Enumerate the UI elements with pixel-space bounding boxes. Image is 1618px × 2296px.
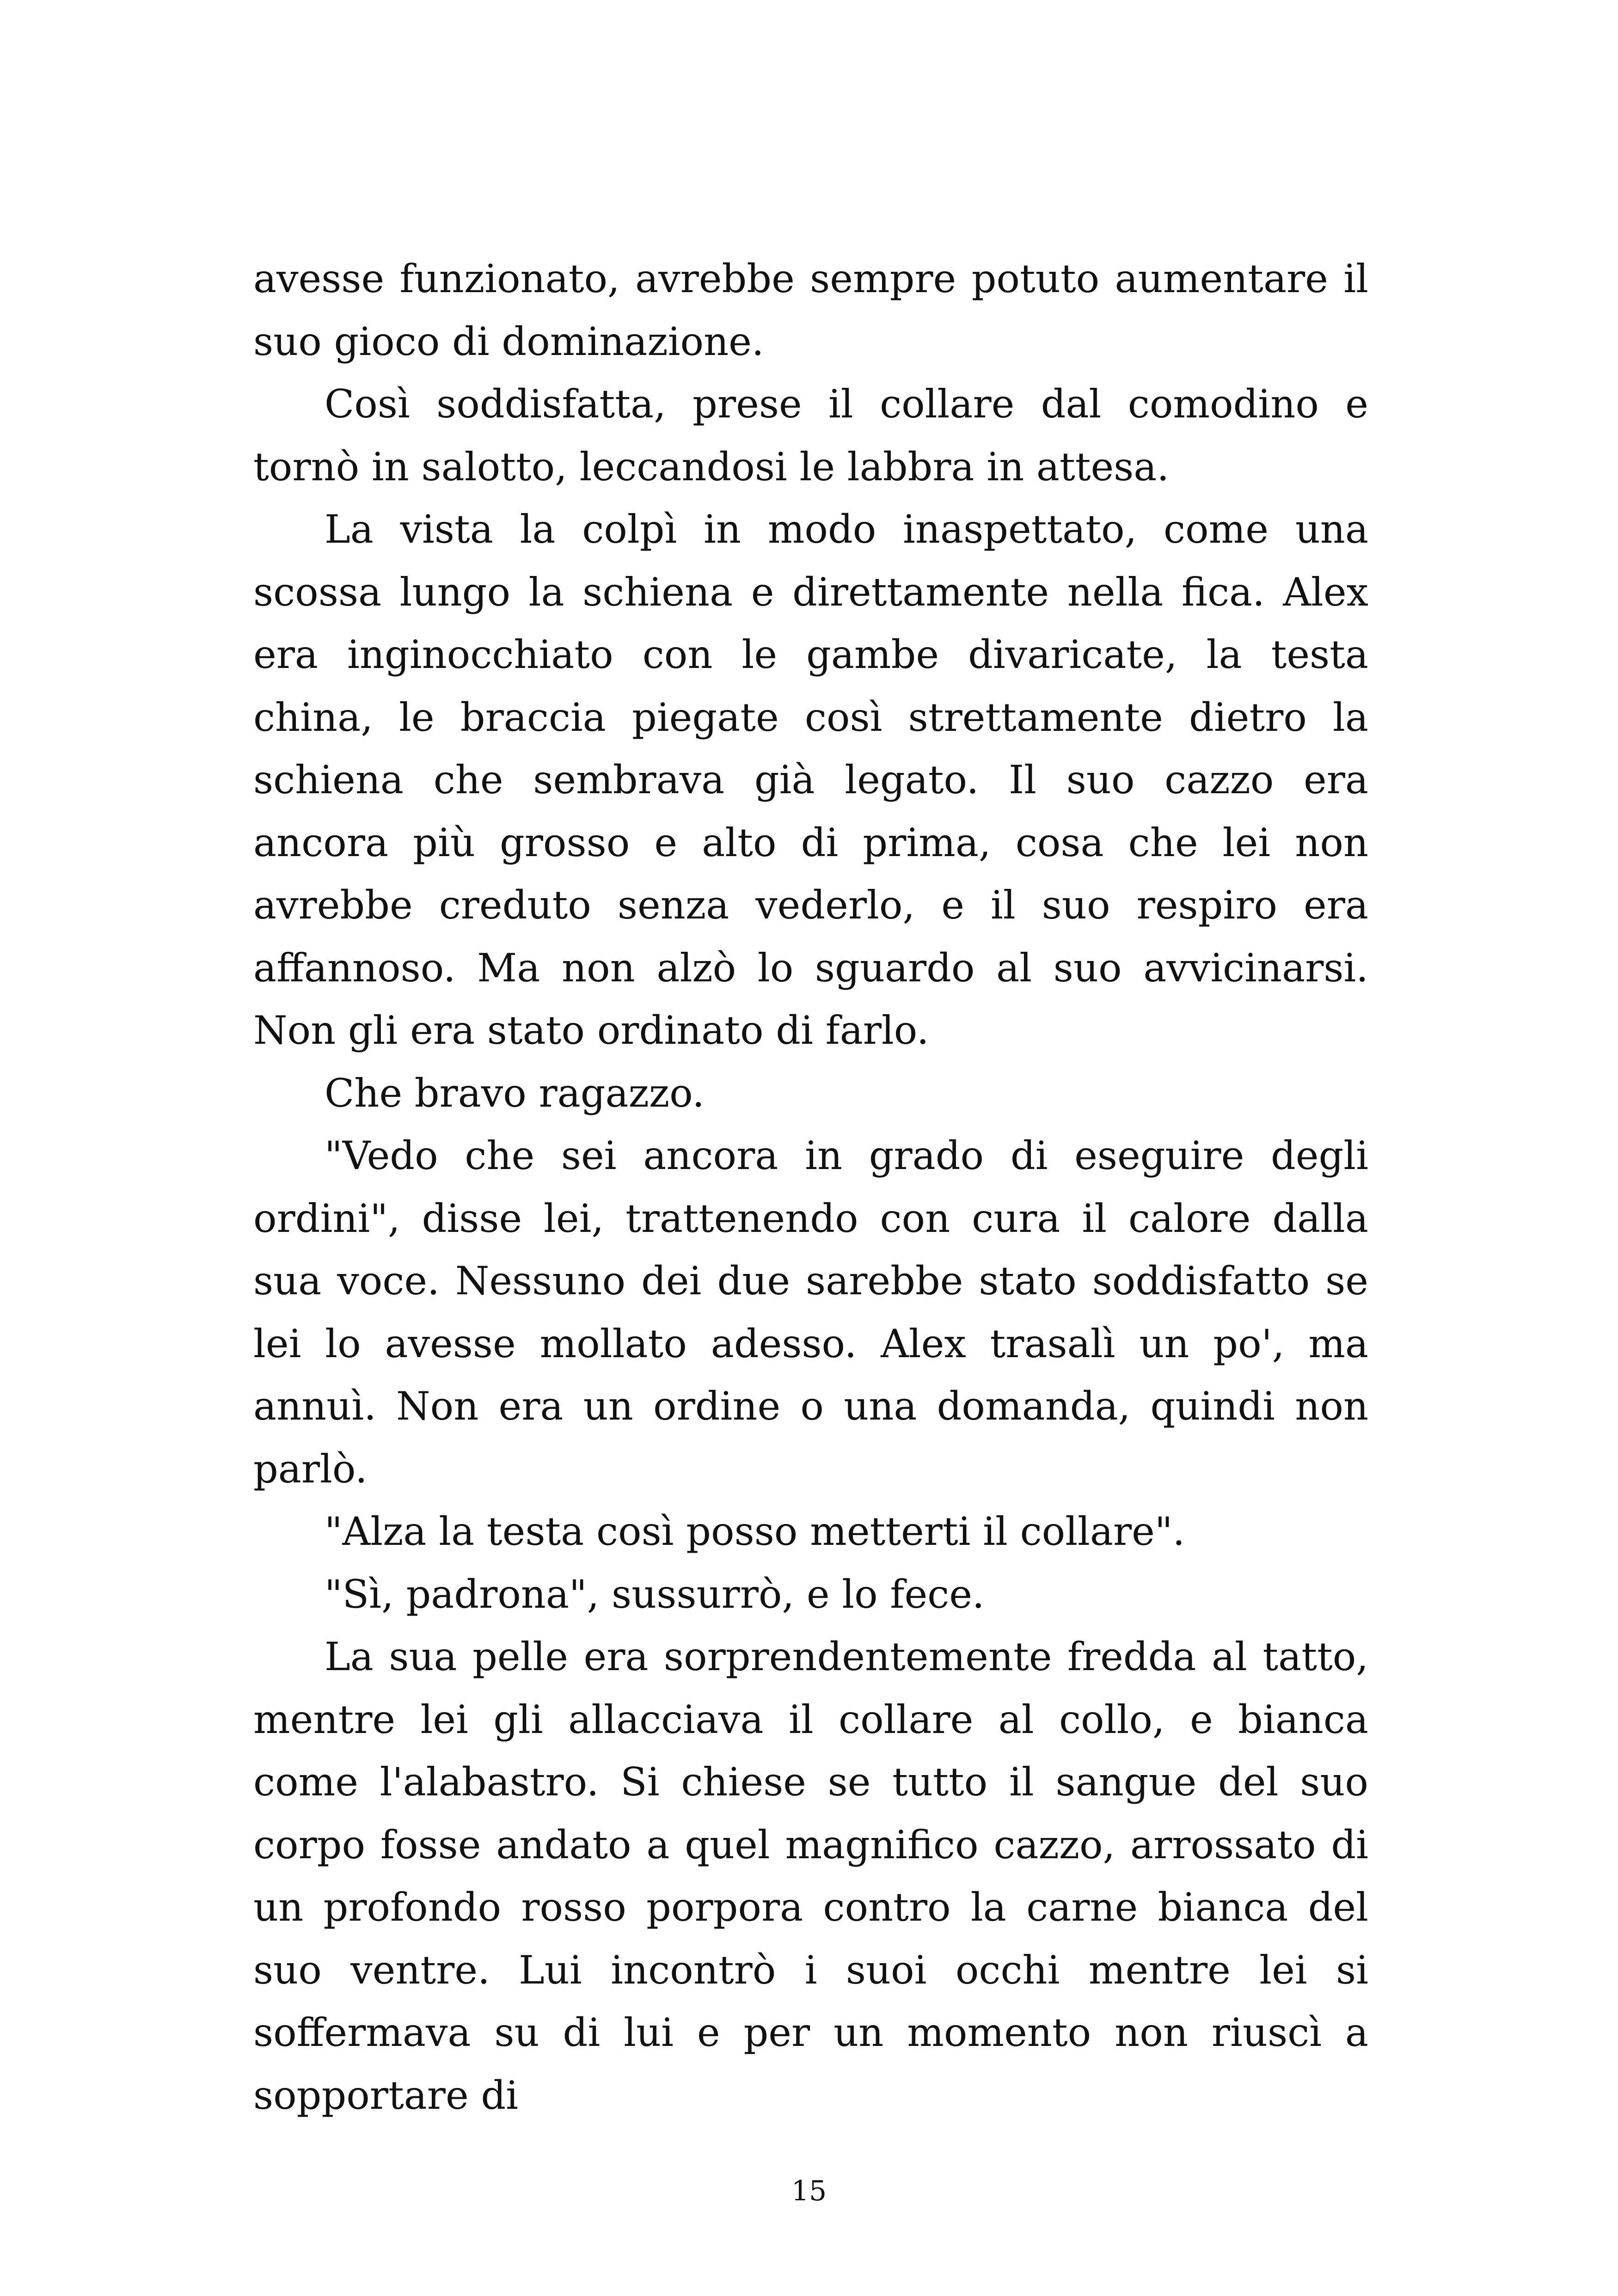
paragraph: La sua pelle era sorprendentemente fredda al tatto, mentre lei gli allacciava il collare al collo, e bianca come l'alabastro. Si chiese se tutto il sangue del suo corpo fosse andato a quel magnifico cazzo, arrossato di un profondo rosso porpora contro la carne bianca del suo ventre. Lui incontrò i suoi occhi mentre lei si soffermava su di lui e per un momento non riuscì a sopportare di <box>253 1634 1368 2118</box>
page-number: 15 <box>791 2175 827 2207</box>
paragraph: "Sì, padrona", sussurrò, e lo fece. <box>325 1571 985 1617</box>
body-text <box>253 248 1368 2127</box>
paragraph: Che bravo ragazzo. <box>325 1070 705 1116</box>
paragraph: La vista la colpì in modo inaspettato, come una scossa lungo la schiena e direttamente nella fica. Alex era inginocchiato con le gambe divaricate, la testa china, le braccia piegate così strettamente dietro la schiena che sembrava già legato. Il suo cazzo era ancora più grosso e alto di prima, cosa che lei non avrebbe creduto senza vederlo, e il suo respiro era affannoso. Ma non alzò lo sguardo al suo avvicinarsi. Non gli era stato ordinato di farlo. <box>253 507 1368 1053</box>
paragraph-continuation: avesse funzionato, avrebbe sempre potuto aumentare il suo gioco di dominazione. <box>253 256 1368 364</box>
paragraph: "Alza la testa così posso metterti il collare". <box>325 1509 1185 1554</box>
paragraph: "Vedo che sei ancora in grado di eseguire degli ordini", disse lei, trattenendo con cura il calore dalla sua voce. Nessuno dei due sarebbe stato soddisfatto se lei lo avesse mollato adesso. Alex trasalì un po', ma annuì. Non era un ordine o una domanda, quindi non parlò. <box>253 1133 1368 1492</box>
paragraph: Così soddisfatta, prese il collare dal comodino e tornò in salotto, leccandosi le labbra in attesa. <box>253 381 1368 490</box>
